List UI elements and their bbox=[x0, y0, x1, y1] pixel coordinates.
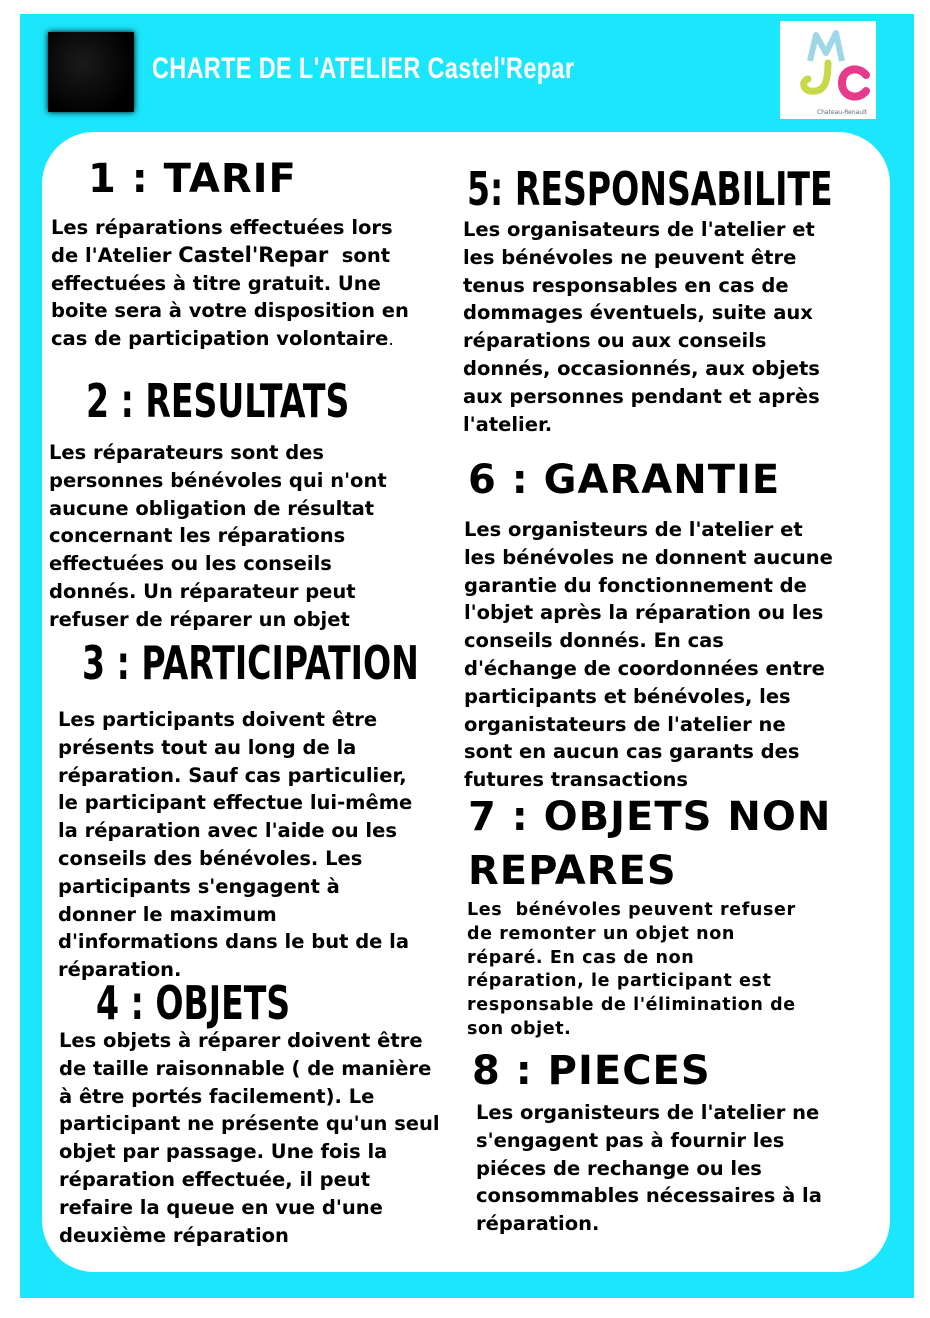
section-3-text: Les participants doivent être présents tout au long de la réparation. Sauf cas particulier, le participant effectue lui-même la réparation avec l'aide ou les conseils des bénévoles. Les participants s'engagent à donner le maximum d'informations dans le but de la réparation. bbox=[58, 708, 413, 982]
section-5-heading: 5: RESPONSABILITE bbox=[467, 162, 833, 216]
logo-text: MJC bbox=[782, 29, 784, 30]
section-7-text: Les bénévoles peuvent refuser de remonter un objet non réparé. En cas de non réparation, le participant est responsable de l'élimination de son objet. bbox=[467, 900, 796, 1039]
section-4-text: Les objets à réparer doivent être de taille raisonnable ( de manière à être portés facilement). Le participant ne présente qu'un seul objet par passage. Une fois la réparation effectuée, il peut refaire la queue en vue d'une deuxième réparation bbox=[59, 1029, 440, 1247]
mjc-logo bbox=[780, 21, 876, 119]
logo-caption: Chateau-Renault bbox=[816, 109, 868, 116]
section-3-heading: 3 : PARTICIPATION bbox=[82, 636, 419, 690]
section-6-text: Les organisteurs de l'atelier et les bénévoles ne donnent aucune garantie du fonctionnement de l'objet après la réparation ou les conseils donnés. En cas d'échange de coordonnées entre participants et bénévoles, les organistateurs de l'atelier ne sont en aucun cas garants des futures transactions bbox=[464, 518, 833, 792]
section-6-heading: 6 : GARANTIE bbox=[468, 457, 781, 503]
section-5-text: Les organisateurs de l'atelier et les bénévoles ne peuvent être tenus responsables en cas de dommages éventuels, suite aux réparations ou aux conseils donnés, occasionnés, aux objets aux personnes pendant et après l'atelier. bbox=[463, 218, 820, 436]
section-8-heading: 8 : PIECES bbox=[472, 1048, 711, 1094]
section-7-heading-line2: REPARES bbox=[468, 848, 677, 894]
section-7-heading: 7 : OBJETS NON bbox=[468, 794, 832, 840]
section-1-heading: 1 : TARIF bbox=[88, 156, 297, 202]
content-card bbox=[42, 132, 890, 1272]
section-1-text: Les réparations effectuées lors de l'Atelier Castel'Repar sont effectuées à titre gratuit. Une boite sera à votre disposition en cas de participation volontaire. bbox=[51, 216, 409, 351]
section-2-heading: 2 : RESULTATS bbox=[86, 374, 350, 428]
poster-frame bbox=[20, 14, 914, 1298]
section-2-text: Les réparateurs sont des personnes bénévoles qui n'ont aucune obligation de résultat concernant les réparations effectuées ou les conseils donnés. Un réparateur peut refuser de réparer un objet bbox=[49, 441, 387, 631]
shop-name: Castel'Repar bbox=[178, 242, 329, 267]
mjc-logo-icon bbox=[780, 21, 876, 119]
section-8-text: Les organisteurs de l'atelier ne s'engagent pas à fournir les piéces de rechange ou les consommables nécessaires à la réparation. bbox=[476, 1101, 822, 1236]
page-title: CHARTE DE L'ATELIER Castel'Repar bbox=[152, 52, 575, 85]
section-4-heading: 4 : OBJETS bbox=[96, 976, 291, 1030]
black-square-graphic bbox=[48, 32, 134, 112]
